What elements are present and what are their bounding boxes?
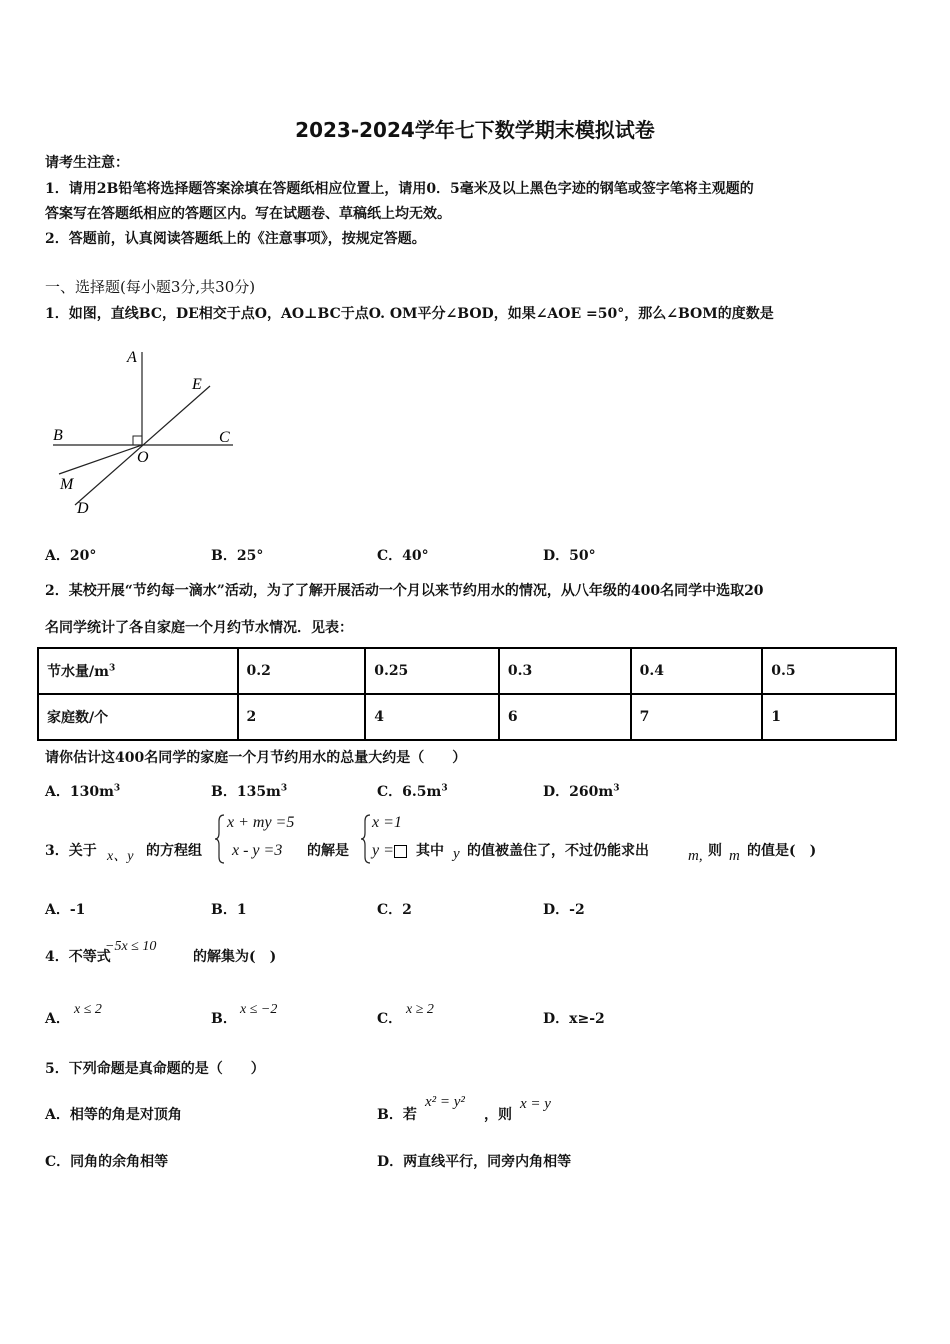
q5-option-d: D．两直线平行，同旁内角相等 [377,1154,572,1170]
q3-equation-1: x + my =5 [227,814,295,831]
table-row [38,648,896,694]
notice-heading: 请考生注意： [45,155,129,171]
table-row [38,694,896,740]
left-brace-icon [360,813,372,865]
q1-option-c: C．40° [377,548,429,564]
q3-text-1: 的方程组 [146,843,202,859]
q4-option-b-expr: x ≤ −2 [240,1002,278,1017]
left-brace-icon [214,813,226,865]
table-cell: 0.5 [762,648,896,694]
ray-OM [59,445,142,474]
q2-option-c: C．$6.5m^3$ [377,783,448,800]
q5-option-b-expr-1: x² = y² [425,1094,465,1110]
q3-text-5: 则 [708,843,722,859]
q2-question: 请你估计这400名同学的家庭一个月节约用水的总量大约是（ ） [45,750,467,766]
q1-option-a: A．20° [45,548,97,564]
right-angle-mark [133,436,142,445]
q3-suffix: 的值是( ) [747,843,817,859]
q3-option-d: D．-2 [543,902,585,918]
q4-option-a-letter: A． [45,1011,70,1027]
table-cell: 0.25 [365,648,499,694]
q5-option-b-expr-2: x = y [520,1096,551,1112]
table-cell: 0.2 [238,648,366,694]
table-cell: 2 [238,694,366,740]
q3-variables: x、y [107,849,134,864]
q3-variable-m-2: m [729,848,740,864]
q3-variable-m-1: m, [688,848,703,864]
q3-equation-2: x - y =3 [232,842,283,859]
water-saving-table [37,647,897,741]
q5-stem: 5．下列命题是真命题的是（ ） [45,1061,265,1077]
q3-text-3: 其中 [416,843,444,859]
table-header-cell: 家庭数/个 [38,694,238,740]
q4-option-c-expr: x ≥ 2 [406,1002,434,1017]
q4-option-d: D．x≥-2 [543,1011,605,1027]
q5-option-b-mid: ，则 [484,1107,512,1123]
table-header-cell: 节水量$/m^3$ [38,648,238,694]
q3-solution-y: y = [372,842,407,860]
table-cell: 6 [499,694,631,740]
q4-prefix: 4．不等式 [45,949,111,965]
covered-value-box [394,845,407,858]
q2-option-a: A．$130m^3$ [45,783,121,800]
section-heading: 一、选择题(每小题3分,共30分) [45,278,256,296]
q4-inequality: −5x ≤ 10 [105,939,157,954]
q5-option-b-prefix: B．若 [377,1107,417,1123]
q3-prefix: 3．关于 [45,843,97,859]
q2-stem-line-2: 名同学统计了各自家庭一个月约节水情况．见表： [45,620,353,636]
q3-variable-y: y [453,846,460,862]
q1-option-b: B．25° [211,548,264,564]
q3-solution-x: x =1 [372,814,402,831]
q5-option-c: C．同角的余角相等 [45,1154,169,1170]
label-O: O [137,449,149,466]
label-E: E [192,376,202,393]
q2-option-d: D．$260m^3$ [543,783,620,800]
notice-line-3: 2．答题前，认真阅读答题纸上的《注意事项》，按规定答题。 [45,231,426,247]
q3-text-2: 的解是 [307,843,349,859]
label-C: C [219,429,230,446]
q1-option-d: D．50° [543,548,596,564]
q3-option-a: A．-1 [45,902,86,918]
label-M: M [60,476,74,493]
q5-option-a: A．相等的角是对顶角 [45,1107,182,1123]
page-title: 2023-2024学年七下数学期末模拟试卷 [295,118,655,142]
label-D: D [77,500,89,517]
q4-option-a-expr: x ≤ 2 [74,1002,102,1017]
label-A: A [127,349,137,366]
q1-stem: 1．如图，直线BC，DE相交于点O，AO⊥BC于点O. OM平分∠BOD，如果∠AOE =50°，那么∠BOM的度数是 [45,306,774,322]
q3-option-c: C．2 [377,902,412,918]
table-cell: 0.4 [631,648,763,694]
q3-option-b: B．1 [211,902,247,918]
table-cell: 4 [365,694,499,740]
notice-line-2: 答案写在答题纸相应的答题区内。写在试题卷、草稿纸上均无效。 [45,206,451,222]
q1-geometry-figure [45,340,245,520]
q2-option-b: B．$135m^3$ [211,783,288,800]
q4-option-b-letter: B． [211,1011,237,1027]
notice-line-1: 1．请用2B铅笔将选择题答案涂填在答题纸相应位置上，请用0．5毫米及以上黑色字迹的钢笔或签字笔将主观题的 [45,181,754,197]
table-cell: 0.3 [499,648,631,694]
q4-option-c-letter: C． [377,1011,403,1027]
table-cell: 7 [631,694,763,740]
q3-text-4: 的值被盖住了，不过仍能求出 [467,843,649,859]
q2-stem-line-1: 2．某校开展“节约每一滴水”活动，为了了解开展活动一个月以来节约用水的情况，从八年级的400名同学中选取20 [45,583,764,599]
table-cell: 1 [762,694,896,740]
q4-suffix: 的解集为( ) [193,949,277,965]
label-B: B [53,427,63,444]
